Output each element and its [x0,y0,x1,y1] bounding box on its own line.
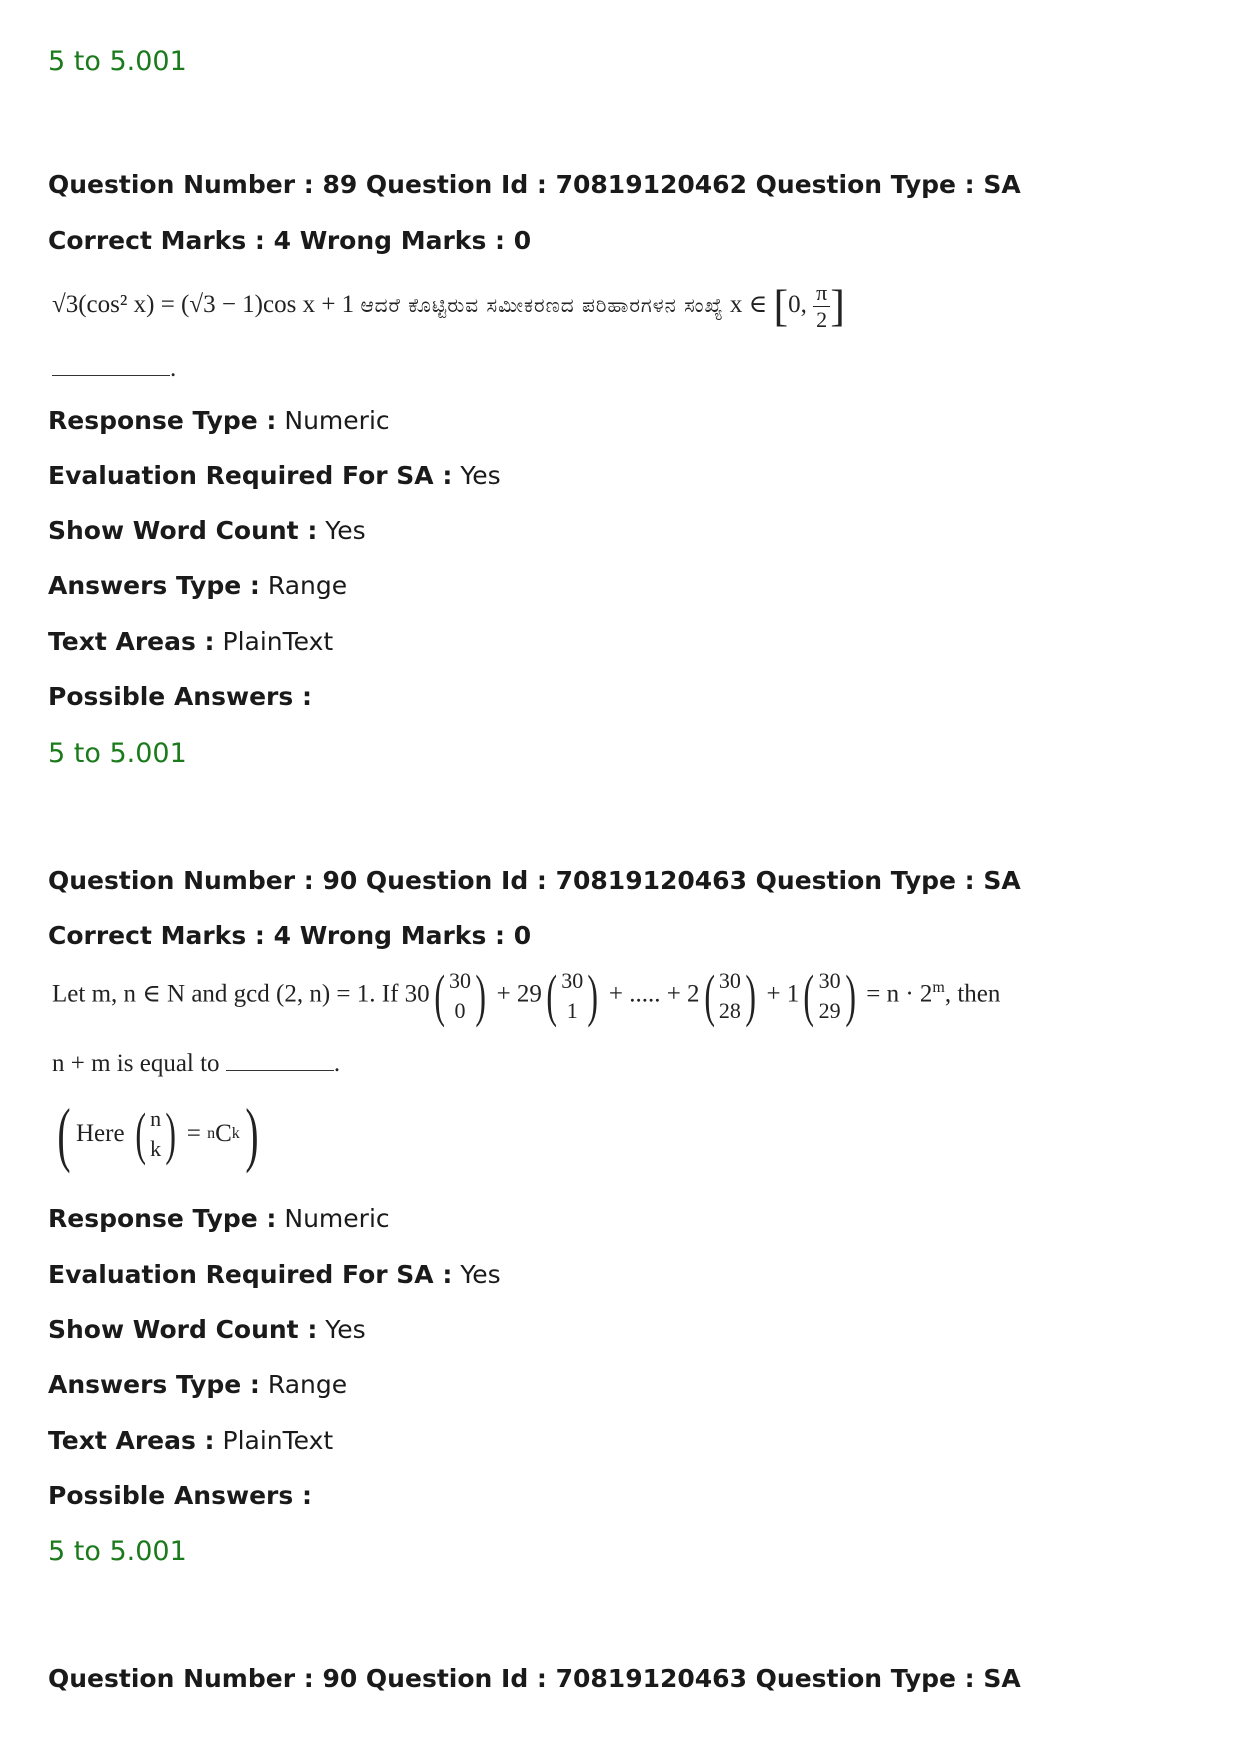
field-value: PlainText [222,1426,334,1455]
q90-field-show-word-count [48,1315,366,1344]
field-label: Answers Type : [48,571,260,600]
q90-repeat-header: Question Number : 90 Question Id : 70819120463 Question Type : SA [48,1664,1021,1693]
q89-right-bracket: ] [830,281,845,331]
q89-answer-blank-line [52,355,176,383]
field-value: Range [267,1370,348,1399]
field-value: Numeric [284,1204,390,1233]
q89-possible-answer: 5 to 5.001 [48,738,187,769]
field-label: Response Type : [48,406,277,435]
q89-equation: √3(cos² x) = (√3 − 1)cos x + 1 [52,291,355,319]
field-label: Show Word Count : [48,516,318,545]
field-value: Yes [325,1315,366,1344]
field-value: Yes [460,461,501,490]
q90-binom-1: ( 30 0 ) [434,962,486,1028]
field-value: Numeric [284,406,390,435]
q89-domain: x ∈ [729,291,768,319]
q90-marks: Correct Marks : 4 Wrong Marks : 0 [48,921,532,950]
q90-intro: Let m, n ∈ N and gcd (2, n) = 1. If 30 [52,980,430,1008]
field-value: PlainText [222,627,334,656]
q90-here-note [52,1094,264,1174]
binom-top: 30 [561,968,584,993]
field-label: Evaluation Required For SA : [48,1260,453,1289]
q90-term-6: , then [944,980,1001,1008]
field-label: Evaluation Required For SA : [48,461,453,490]
q89-left-bracket: [ [773,281,789,331]
q90-term-4: + 1 [766,980,800,1008]
q89-question-line [52,280,845,333]
q90-term-5-exponent: m [932,979,945,997]
q90-here-label: Here [75,1120,125,1147]
q89-field-show-word-count [48,516,366,545]
binom-top: 30 [449,968,471,993]
previous-possible-answer: 5 to 5.001 [48,46,187,77]
q89-field-evaluation-required [48,461,501,490]
field-label: Possible Answers : [48,1481,312,1510]
q89-kannada-text: ಆದರೆ ಕೊಟ್ಟಿರುವ ಸಮೀಕರಣದ ಪರಿಹಾರಗಳನ ಸಂಖ್ಯೆ [360,293,724,318]
q89-field-text-areas [48,627,333,656]
q89-ending: . [170,355,177,382]
q90-here-group: ( Here ( n k ) = n C k ) [57,1094,259,1174]
q89-interval-num: π [813,280,830,307]
field-label: Response Type : [48,1204,277,1233]
q90-here-n: n [207,1125,216,1142]
q90-field-answers-type [48,1370,347,1399]
binom-bottom: 1 [566,997,578,1023]
q90-binom-3: ( 30 28 ) [703,962,756,1028]
q90-header: Question Number : 90 Question Id : 70819120463 Question Type : SA [48,866,1021,895]
field-label: Answers Type : [48,1370,260,1399]
q90-here-k: k [231,1125,240,1142]
q89-interval-fraction [813,280,830,333]
binom-bottom: k [150,1136,162,1161]
field-value: Range [267,571,348,600]
q89-answer-blank [52,375,170,376]
q89-interval-start: 0, [788,291,807,319]
field-label: Text Areas : [48,627,215,656]
field-value: Yes [460,1260,501,1289]
q90-field-text-areas [48,1426,333,1455]
q90-binom-2: ( 30 1 ) [546,962,599,1028]
binom-bottom: 29 [818,997,841,1023]
q90-field-response-type [48,1204,390,1233]
binom-top: 30 [718,968,741,993]
q90-binom-4: ( 30 29 ) [803,962,856,1028]
field-label: Possible Answers : [48,682,312,711]
q89-marks: Correct Marks : 4 Wrong Marks : 0 [48,226,532,255]
field-label: Text Areas : [48,1426,215,1455]
q89-field-response-type [48,406,390,435]
q89-interval-den: 2 [816,307,828,332]
q90-here-c: C [215,1120,232,1147]
q90-line2: n + m is equal to [52,1050,220,1077]
q90-term-2: + 29 [496,980,542,1008]
q90-possible-answer: 5 to 5.001 [48,1536,187,1567]
binom-top: n [150,1106,162,1132]
binom-bottom: 28 [718,997,741,1023]
q90-question-line1 [52,962,1001,1028]
q90-here-binom: ( n k ) [135,1101,177,1166]
field-label: Show Word Count : [48,1315,318,1344]
q90-field-evaluation-required [48,1260,501,1289]
q89-field-answers-type [48,571,347,600]
q89-header: Question Number : 89 Question Id : 70819120462 Question Type : SA [48,170,1021,199]
q90-line2-end: . [333,1050,341,1077]
binom-top: 30 [818,968,841,993]
field-value: Yes [325,516,366,545]
q90-answer-blank [226,1070,334,1071]
q90-here-eq: = [186,1120,201,1147]
q90-term-3: + ..... + 2 [608,980,700,1008]
q90-field-possible-answers [48,1481,312,1510]
q90-question-line2 [52,1050,340,1078]
binom-bottom: 0 [454,997,466,1023]
q90-term-5: = n · 2 [866,980,933,1008]
q89-field-possible-answers [48,682,312,711]
